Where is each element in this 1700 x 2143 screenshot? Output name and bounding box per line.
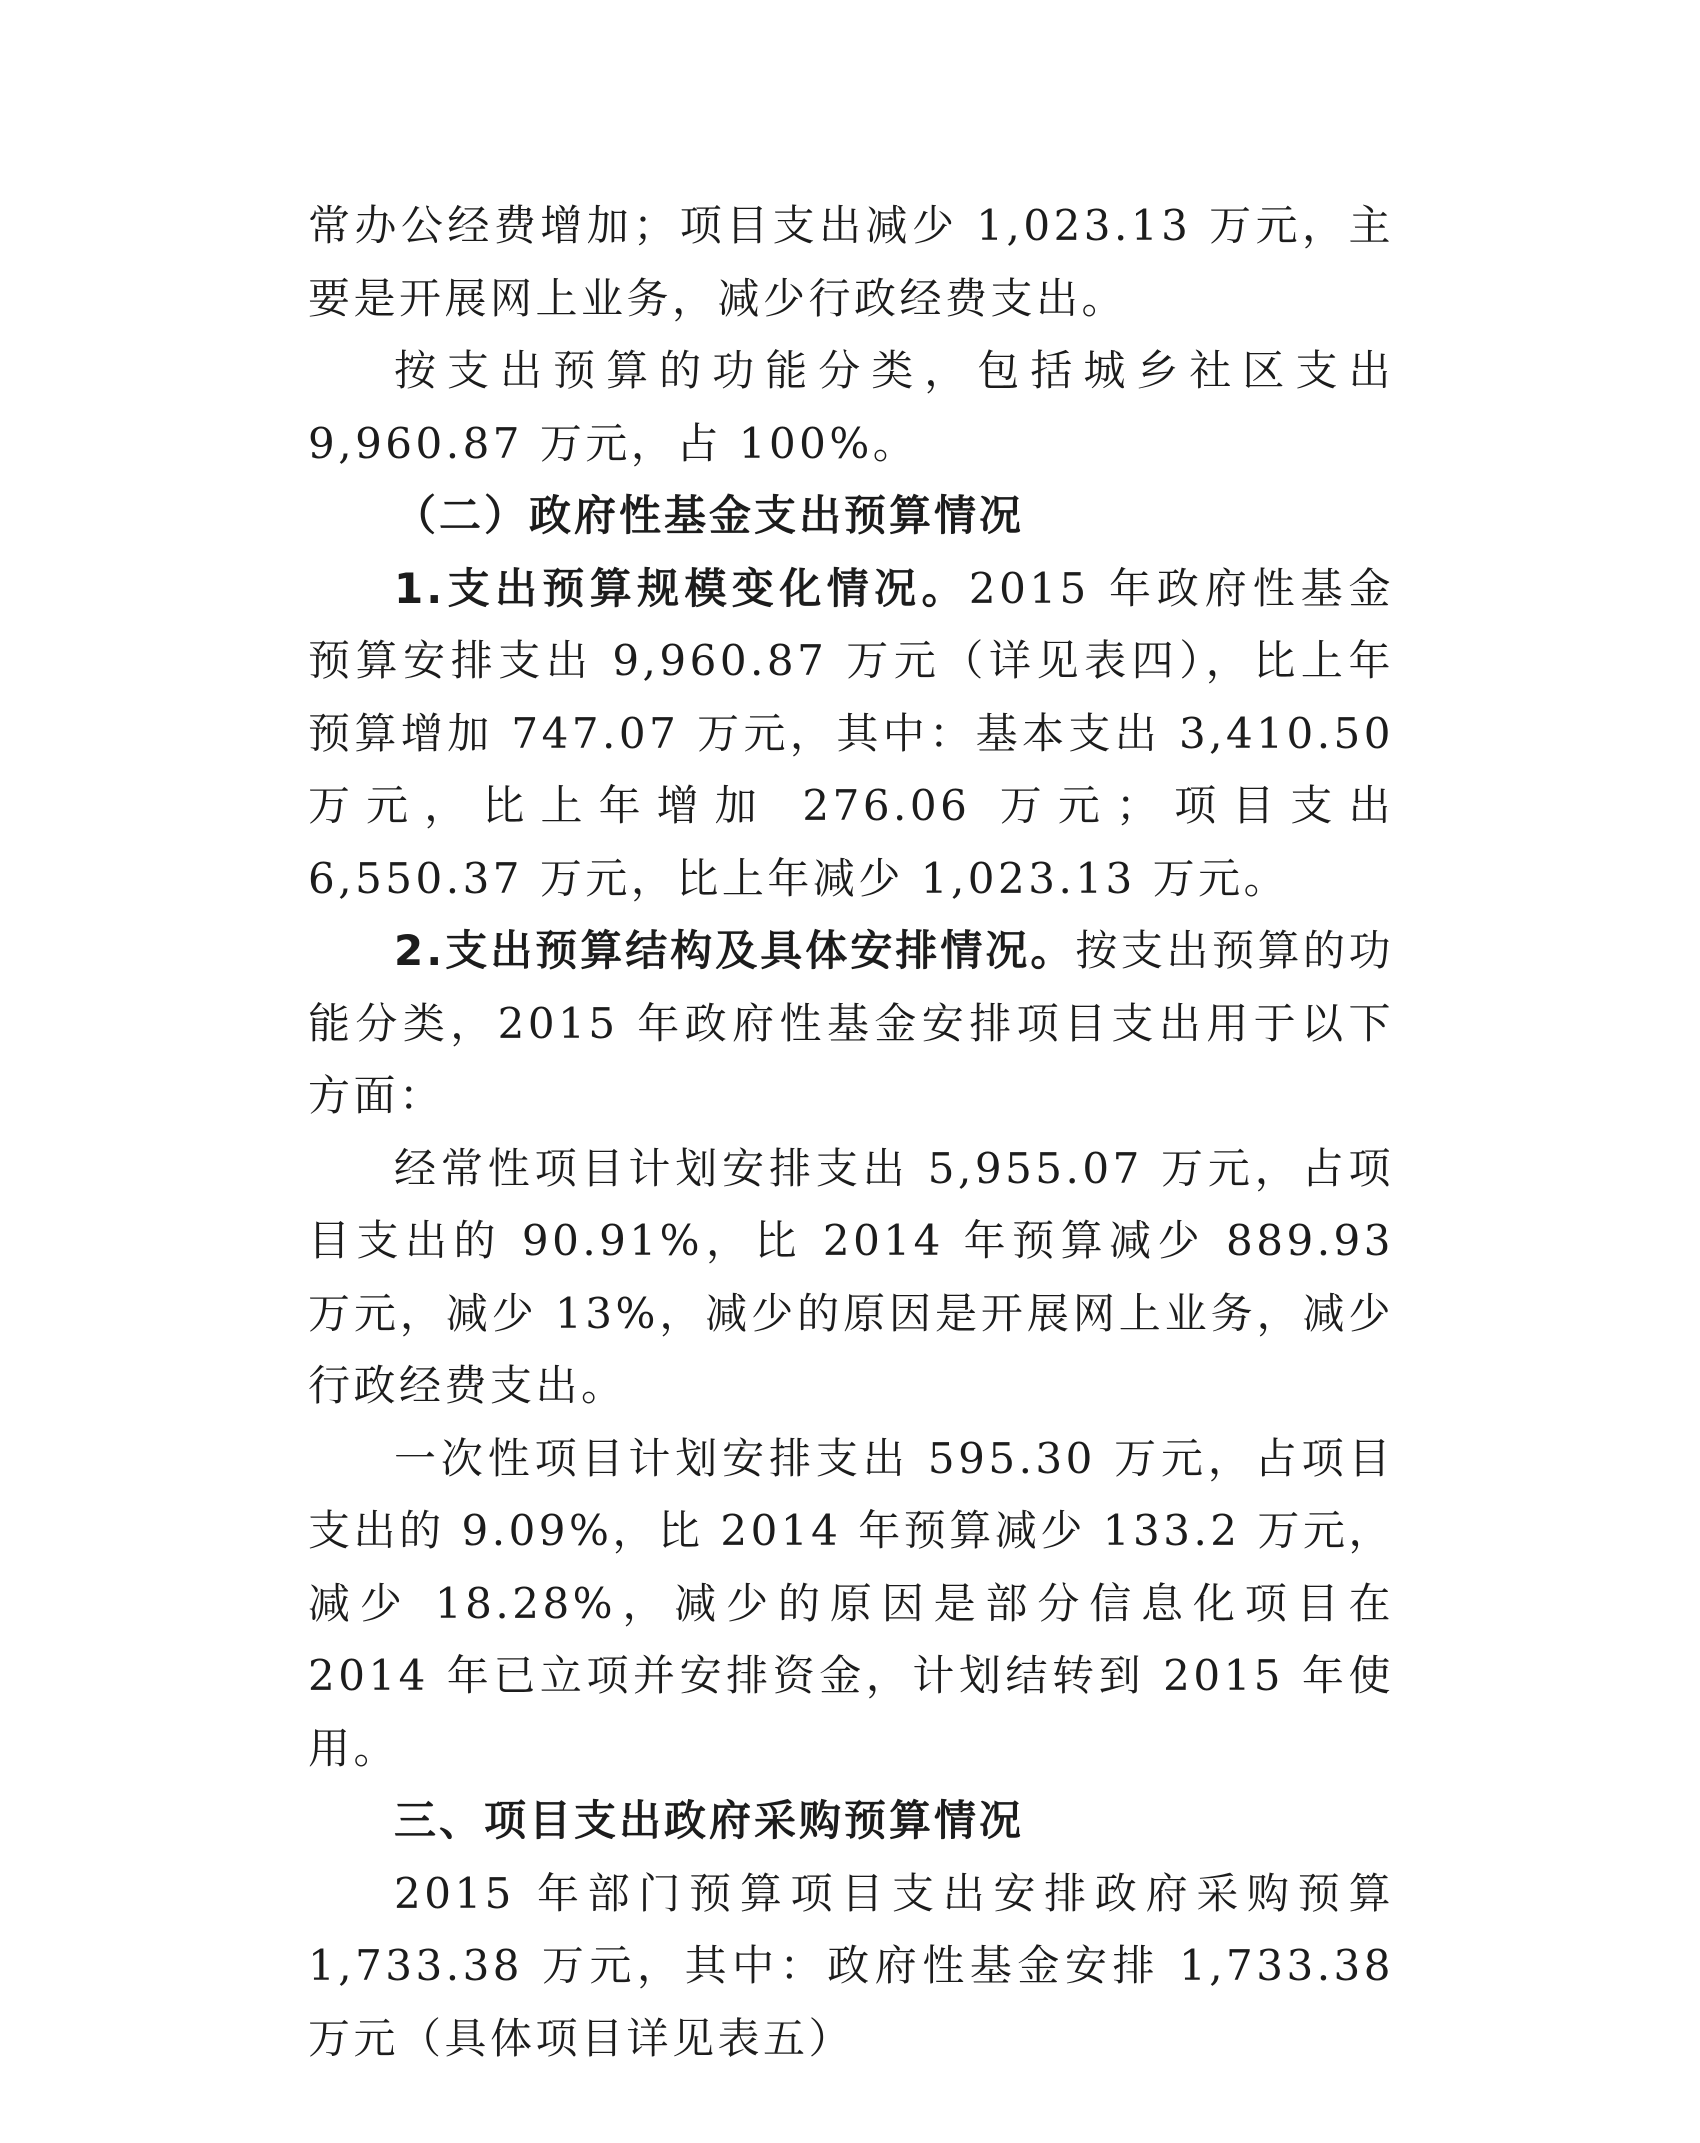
paragraph-procurement: 2015 年部门预算项目支出安排政府采购预算 1,733.38 万元，其中：政府性基金安排 1,733.38 万元（具体项目详见表五） (308, 1868, 1394, 2063)
paragraph-function-classification: 按支出预算的功能分类，包括城乡社区支出 9,960.87 万元，占 100%。 (308, 346, 1394, 468)
paragraph-structure (308, 915, 1394, 1133)
paragraph-one-time-projects: 一次性项目计划安排支出 595.30 万元，占项目支出的 9.09%，比 2014 年预算减少 133.2 万元，减少 18.28%，减少的原因是部分信息化项目在 2014 年已立项并安排资金，计划结转到 2015 年使用。 (308, 1433, 1394, 1773)
paragraph-scale-change-lead: 1.支出预算规模变化情况。 (394, 563, 969, 613)
paragraph-recurring-projects: 经常性项目计划安排支出 5,955.07 万元，占项目支出的 90.91%，比 2014 年预算减少 889.93 万元，减少 13%，减少的原因是开展网上业务，减少行政经费支出。 (308, 1143, 1394, 1410)
paragraph-structure-body: 按支出预算的功能分类，2015 年政府性基金安排项目支出用于以下方面： (308, 926, 1394, 1120)
paragraph-office-expense: 常办公经费增加；项目支出减少 1,023.13 万元，主要是开展网上业务，减少行政经费支出。 (308, 201, 1394, 323)
paragraph-scale-change (308, 553, 1394, 916)
document-page (308, 190, 1394, 2075)
paragraph-scale-change-body: 2015 年政府性基金预算安排支出 9,960.87 万元（详见表四），比上年预算增加 747.07 万元，其中：基本支出 3,410.50 万元，比上年增加 276.06 万元；项目支出 6,550.37 万元，比上年减少 1,023.13 万元。 (308, 563, 1394, 903)
heading-procurement-budget: 三、项目支出政府采购预算情况 (394, 1796, 1025, 1845)
heading-fund-budget: （二）政府性基金支出预算情况 (394, 491, 1025, 540)
paragraph-structure-lead: 2.支出预算结构及具体安排情况。 (394, 926, 1076, 975)
